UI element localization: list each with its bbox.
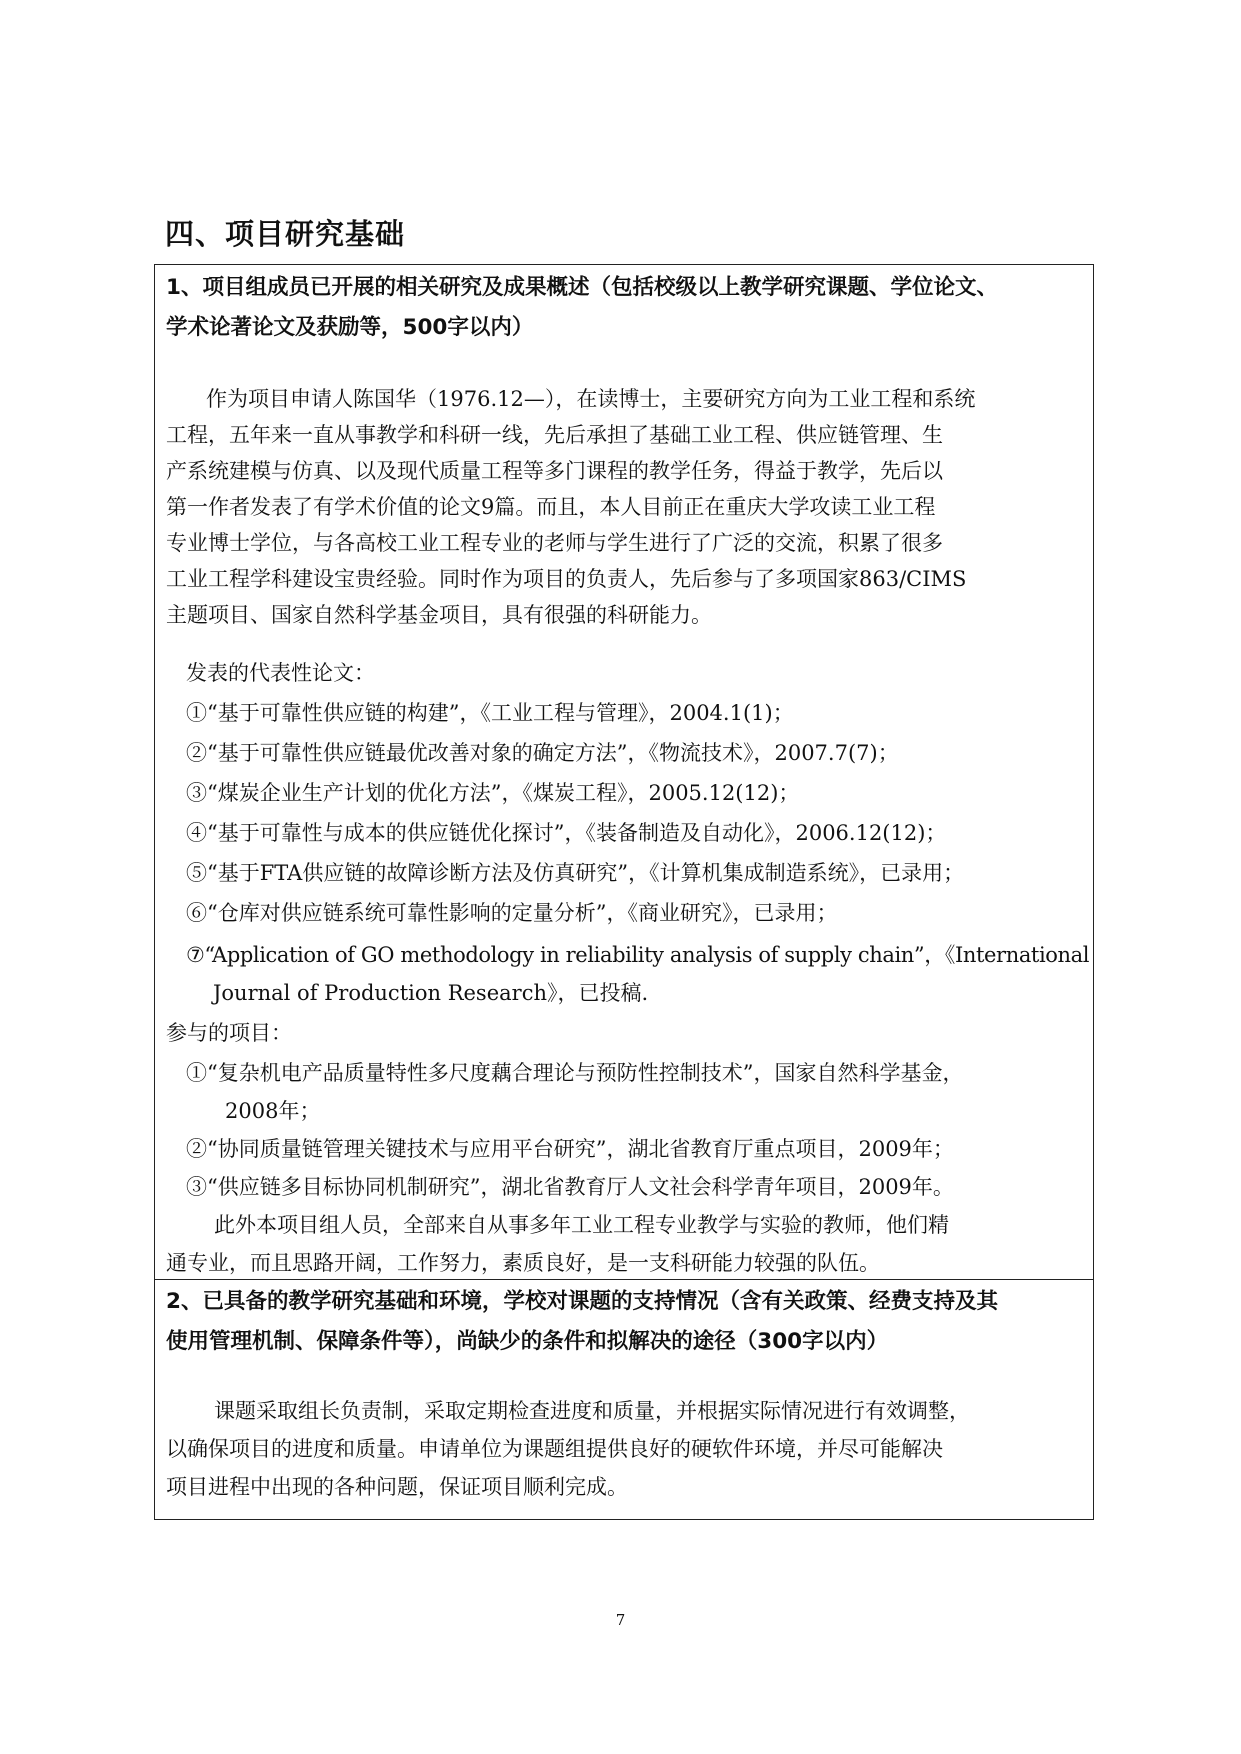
paper-item-5: ⑤“基于FTA供应链的故障诊断方法及仿真研究”，《计算机集成制造系统》，已录用； [186, 861, 965, 885]
intro-line-1: 作为项目申请人陈国华（1976.12—），在读博士，主要研究方向为工业工程和系统 [206, 387, 976, 411]
part2-body-line-2: 以确保项目的进度和质量。申请单位为课题组提供良好的硬软件环境，并尽可能解决 [166, 1437, 943, 1461]
closing-line-1: 此外本项目组人员，全部来自从事多年工业工程专业教学与实验的教师，他们精 [214, 1213, 949, 1237]
paper-item-6: ⑥“仓库对供应链系统可靠性影响的定量分析”，《商业研究》，已录用； [186, 901, 838, 925]
part1-heading-line-2: 学术论著论文及获励等，500字以内） [166, 315, 534, 340]
project-item-1-continued: 2008年； [225, 1099, 321, 1123]
part2-body-line-3: 项目进程中出现的各种问题，保证项目顺利完成。 [166, 1475, 628, 1499]
projects-label: 参与的项目： [166, 1021, 292, 1045]
table-divider [155, 1279, 1093, 1280]
paper-item-3: ③“煤炭企业生产计划的优化方法”，《煤炭工程》，2005.12(12)； [186, 781, 800, 805]
intro-line-6: 工业工程学科建设宝贵经验。同时作为项目的负责人，先后参与了多项国家863/CIMS [166, 567, 967, 591]
paper-item-1: ①“基于可靠性供应链的构建”，《工业工程与管理》，2004.1(1)； [186, 701, 794, 725]
intro-line-3: 产系统建模与仿真、以及现代质量工程等多门课程的教学任务，得益于教学，先后以 [166, 459, 943, 483]
page-number: 7 [615, 1611, 626, 1629]
part1-heading-line-1: 1、项目组成员已开展的相关研究及成果概述（包括校级以上教学研究课题、学位论文、 [166, 275, 998, 300]
project-item-1: ①“复杂机电产品质量特性多尺度藕合理论与预防性控制技术”，国家自然科学基金， [186, 1061, 964, 1085]
part2-heading-line-1: 2、已具备的教学研究基础和环境，学校对课题的支持情况（含有关政策、经费支持及其 [166, 1289, 998, 1314]
paper-item-7-continued: Journal of Production Research》，已投稿. [213, 981, 649, 1005]
papers-label: 发表的代表性论文： [186, 661, 375, 685]
closing-line-2: 通专业，而且思路开阔，工作努力，素质良好，是一支科研能力较强的队伍。 [166, 1251, 880, 1275]
part2-heading-line-2: 使用管理机制、保障条件等），尚缺少的条件和拟解决的途径（300字以内） [166, 1329, 889, 1354]
paper-item-7: ⑦“Application of GO methodology in reliability analysis of supply chain”，《International [186, 943, 1090, 967]
intro-line-2: 工程，五年来一直从事教学和科研一线，先后承担了基础工业工程、供应链管理、生 [166, 423, 943, 447]
paper-item-2: ②“基于可靠性供应链最优改善对象的确定方法”，《物流技术》，2007.7(7)； [186, 741, 899, 765]
section-heading: 四、项目研究基础 [165, 217, 406, 251]
intro-line-5: 专业博士学位，与各高校工业工程专业的老师与学生进行了广泛的交流，积累了很多 [166, 531, 943, 555]
intro-line-4: 第一作者发表了有学术价值的论文9篇。而且，本人目前正在重庆大学攻读工业工程 [166, 495, 936, 519]
paper-item-4: ④“基于可靠性与成本的供应链优化探讨”，《装备制造及自动化》，2006.12(12)； [186, 821, 947, 845]
project-item-2: ②“协同质量链管理关键技术与应用平台研究”，湖北省教育厅重点项目，2009年； [186, 1137, 954, 1161]
project-item-3: ③“供应链多目标协同机制研究”，湖北省教育厅人文社会科学青年项目，2009年。 [186, 1175, 954, 1199]
intro-line-7: 主题项目、国家自然科学基金项目，具有很强的科研能力。 [166, 603, 712, 627]
part2-body-line-1: 课题采取组长负责制，采取定期检查进度和质量，并根据实际情况进行有效调整， [214, 1399, 970, 1423]
